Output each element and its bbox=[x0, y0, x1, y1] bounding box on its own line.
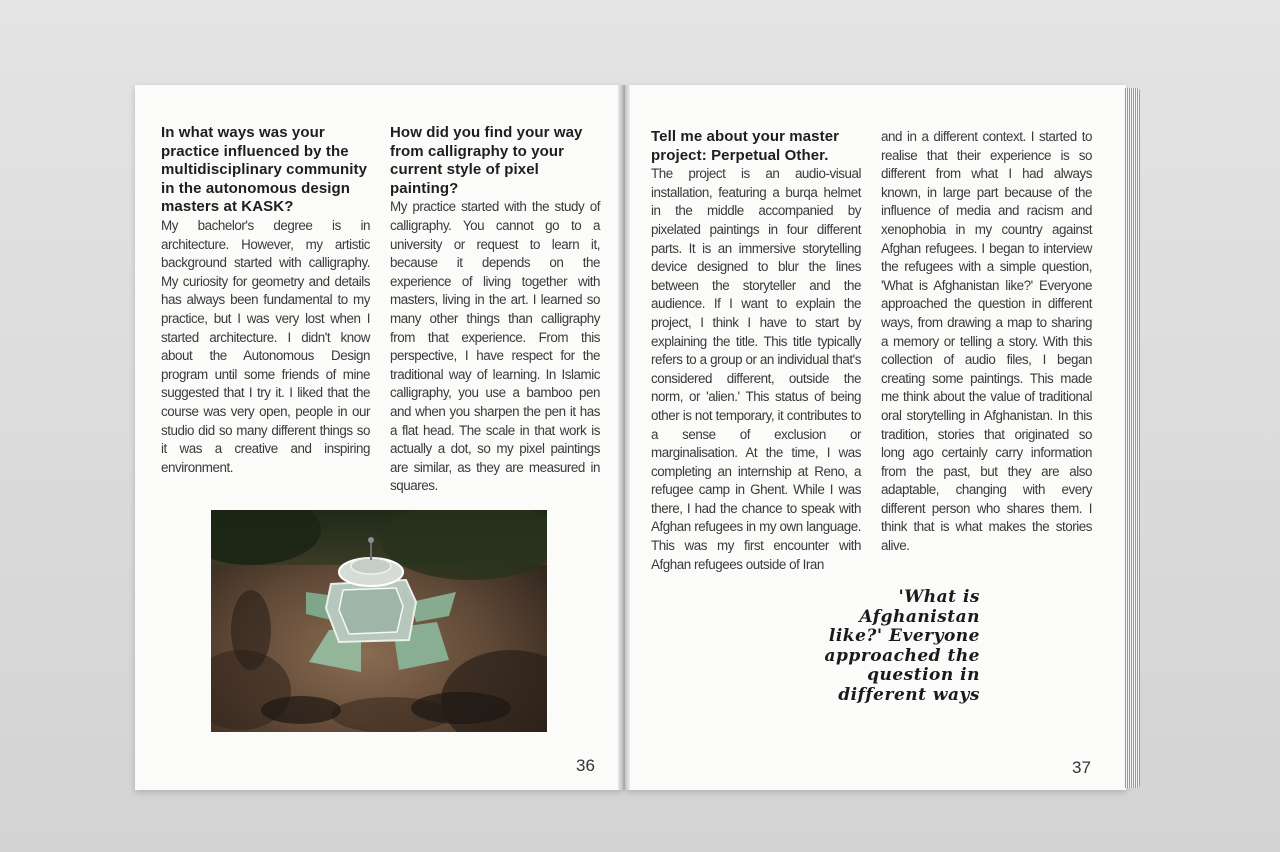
left-column-1 bbox=[161, 124, 370, 477]
answer-text: and in a different context. I started to realise that their experience is so different from what I had always known, in large part because of the influence of media and racism and xenophobia in my country against Afghan refugees. I began to interview the refugees with a simple question, 'What is Afghanistan like?' Everyone approached the question in different ways, from drawing a map to sharing a memory or telling a story. With this collection of audio files, I began creating some paintings. This made me think about the value of traditional oral storytelling in Afghanistan. In this tradition, stories that originated so long ago certainly carry information from the past, but they are also adaptable, changing with every different person who shares them. I think that is what makes the stories alive. bbox=[881, 129, 1092, 554]
left-column-2 bbox=[390, 124, 600, 496]
question-heading: Tell me about your master project: Perpetual Other. bbox=[651, 128, 840, 164]
quote-line: 'What is bbox=[898, 587, 980, 607]
quote-line: Afghanistan bbox=[859, 606, 980, 627]
installation-photo bbox=[211, 510, 547, 732]
quote-line: approached the bbox=[824, 645, 980, 666]
answer-text: My bachelor's degree is in architecture. However, my artistic background started with calligraphy. My curiosity for geometry and details has always been fundamental to my practice, but I was very lost when I started architecture. I didn't know about the Autonomous Design program until some friends of mine suggested that I try it. I liked that the course was very open, people in our studio did so many different things so it was a creative and inspiring environment. bbox=[161, 217, 370, 475]
question-heading: How did you find your way from calligraphy to your current style of pixel painting? bbox=[390, 124, 583, 197]
right-column-2 bbox=[881, 128, 1092, 556]
quote-line: different ways bbox=[838, 684, 980, 705]
quote-line: question in bbox=[867, 665, 980, 685]
page-number-left: 36 bbox=[576, 756, 595, 775]
right-column-1 bbox=[651, 128, 861, 574]
answer-text: My practice started with the study of calligraphy. You cannot go to a university or request to learn it, because it depends on the experience of living together with masters, living in the art. I learned so many other things than calligraphy from that experience. From this perspective, I have respect for the traditional way of learning. In Islamic calligraphy, you use a bamboo pen and when you sharpen the pen it has a flat head. The scale in that work is actually a dot, so my pixel paintings are similar, as they are measured in squares. bbox=[390, 199, 600, 494]
answer-text: The project is an audio-visual installation, featuring a burqa helmet in the middle accompanied by pixelated paintings in four different parts. It is an immersive storytelling device designed to blur the lines between the storyteller and the audience. If I want to explain the project, I think I have to start by explaining the title. This title typically refers to a group or an individual that's considered different, outside the norm, or 'alien.' This status of being other is not temporary, it contributes to a sense of exclusion or marginalisation. At the time, I was completing an internship at Reno, a refugee camp in Ghent. While I was there, I had the chance to speak with Afghan refugees in my own language. This was my first encounter with Afghan refugees outside of Iran bbox=[651, 166, 861, 572]
page-number-right: 37 bbox=[1072, 758, 1091, 777]
quote-line: like?' Everyone bbox=[828, 626, 980, 646]
pull-quote bbox=[770, 588, 980, 705]
page-edges bbox=[1124, 88, 1140, 788]
book-gutter bbox=[618, 85, 630, 790]
question-heading: In what ways was your practice influenced by the multidisciplinary community in the autonomous design masters at KASK? bbox=[161, 124, 368, 216]
